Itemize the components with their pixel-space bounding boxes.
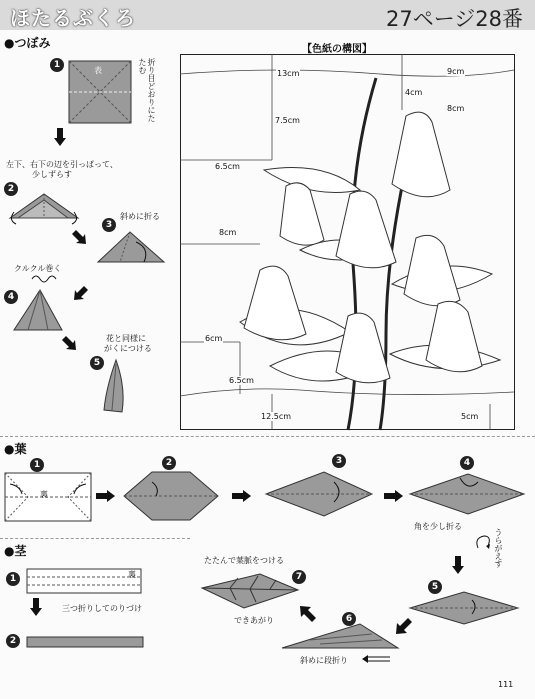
measurement-label: 7.5cm [275, 116, 300, 125]
bud-step-2-note-1: 左下、右下の辺を引っぱって、 [6, 160, 118, 169]
bud-step-2-number: 2 [4, 182, 18, 196]
leaf-step-6-note: 斜めに段折り [300, 656, 348, 665]
leaf-step-1-diagram [4, 472, 92, 522]
arrow-diagonal-icon [72, 230, 88, 246]
stem-step-1-number: 1 [6, 572, 20, 586]
bud-step-1-number: 1 [50, 58, 64, 72]
stem-heading: ●茎 [4, 544, 27, 558]
arrow-diagonal-icon [298, 604, 316, 622]
bud-step-5-note-2: がくにつける [104, 344, 152, 353]
page-number: 111 [498, 680, 514, 689]
leaf-step-4-number: 4 [460, 456, 474, 470]
page-reference: 27ページ28番 [385, 7, 523, 31]
bud-step-3-note: 斜めに折る [120, 212, 160, 221]
bud-step-3-diagram [96, 228, 166, 270]
leaf-step-5-number: 5 [428, 580, 442, 594]
arrow-diagonal-icon [62, 336, 78, 352]
bud-step-5-diagram [98, 358, 128, 416]
leaf-step-7-number: 7 [292, 570, 306, 584]
leaf-step-3-diagram [264, 468, 374, 520]
measurement-label: 12.5cm [261, 412, 292, 421]
leaf-step-4-diagram [408, 470, 526, 518]
measurement-label: 5cm [461, 412, 479, 421]
arrow-right-icon [384, 490, 404, 502]
leaf-heading: ●葉 [4, 442, 27, 456]
leaf-step-7-diagram [200, 572, 300, 612]
arrow-down-icon [54, 128, 66, 148]
leaf-step-2-number: 2 [162, 456, 176, 470]
measurement-label: 6cm [205, 334, 223, 343]
measurement-label: 6.5cm [229, 376, 254, 385]
measurement-label: 9cm [447, 67, 465, 76]
bud-heading: ●つぼみ [4, 36, 51, 50]
leaf-step-3-number: 3 [332, 454, 346, 468]
leaf-step-4-note: 角を少し折る [414, 522, 462, 531]
stem-step-1-face-label: 裏 [128, 570, 136, 579]
bud-step-1-note: 折り目どおりにたたむ [138, 58, 156, 122]
leaf-step-7-note: たたんで葉脈をつける [204, 556, 284, 565]
page-title: ほたるぶくろ [10, 6, 136, 30]
measurement-label: 6.5cm [215, 162, 240, 171]
arrow-down-icon [452, 556, 464, 576]
measurement-label: 8cm [219, 228, 237, 237]
leaf-step-6-number: 6 [342, 612, 356, 626]
arrow-right-icon [96, 490, 116, 502]
section-divider [0, 436, 535, 437]
leaf-step-6-diagram [280, 620, 400, 654]
flip-over-icon [474, 534, 492, 552]
measurement-label: 8cm [447, 104, 465, 113]
bud-step-2-note-2: 少しずらす [32, 170, 72, 179]
leaf-step-4-side-note: うらがえす [494, 528, 503, 568]
bud-step-3-number: 3 [102, 218, 116, 232]
leaf-step-1-number: 1 [30, 458, 44, 472]
stem-step-1-diagram [26, 568, 142, 594]
bud-step-1-face-label: 表 [94, 66, 102, 75]
leaf-step-5-diagram [408, 588, 520, 628]
bud-step-5-number: 5 [90, 356, 104, 370]
bud-step-4-number: 4 [4, 290, 18, 304]
stem-step-2-number: 2 [6, 634, 20, 648]
section-divider [0, 538, 190, 539]
stem-step-1-note: 三つ折りしてのりづけ [62, 604, 142, 613]
measurement-label: 4cm [405, 88, 423, 97]
arrow-right-icon [232, 490, 252, 502]
measurement-label: 13cm [277, 69, 300, 78]
leaf-step-2-diagram [122, 470, 220, 522]
arrow-left-icon [362, 654, 392, 664]
curl-arrow-icon [30, 274, 60, 284]
bud-step-2-diagram [8, 192, 80, 224]
arrow-down-icon [30, 598, 42, 618]
arrow-diagonal-icon [72, 286, 88, 302]
bud-step-5-note-1: 花と同様に [106, 334, 146, 343]
stem-step-2-diagram [26, 636, 144, 648]
leaf-step-1-face-label: 裏 [40, 490, 48, 499]
layout-diagram-title: 【色紙の構図】 [302, 44, 372, 55]
bud-step-4-diagram [10, 288, 66, 338]
leaf-finished-caption: できあがり [234, 616, 274, 625]
bud-step-4-note: クルクル巻く [14, 264, 62, 273]
